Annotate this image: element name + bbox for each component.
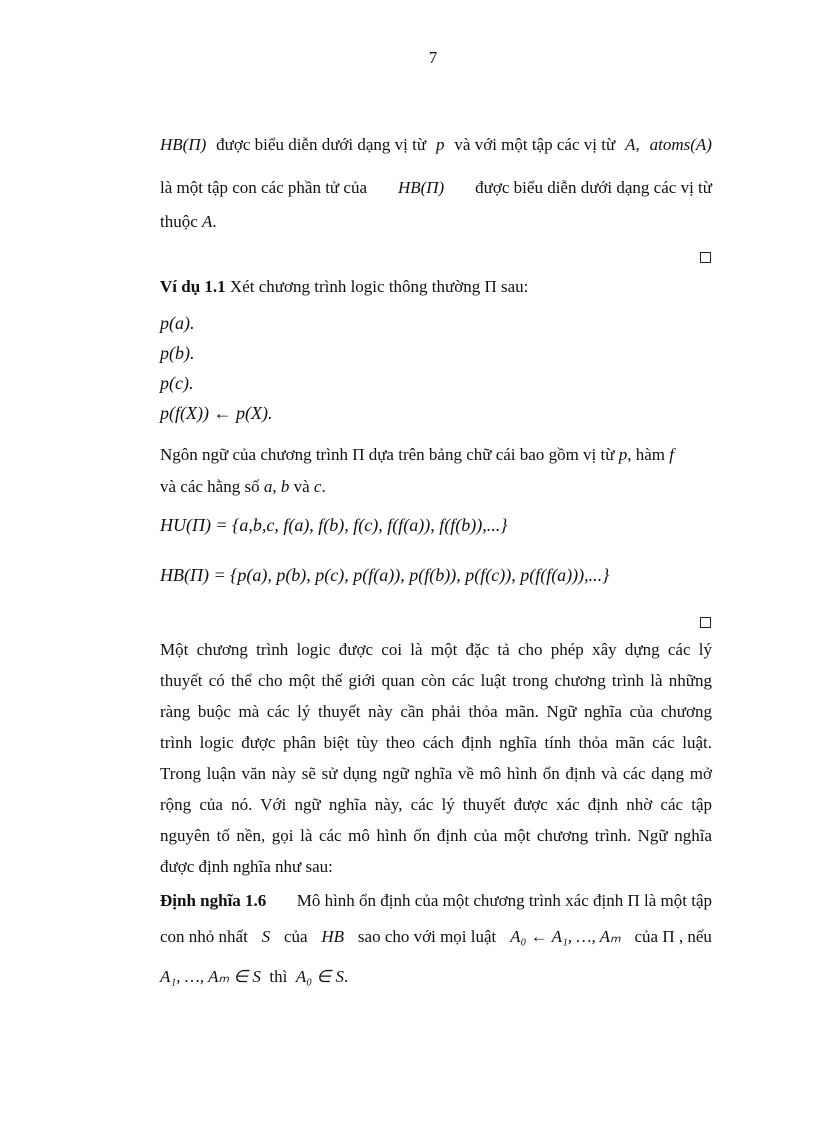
text-line: Ngôn ngữ của chương trình Π dựa trên bảng chữ cái bao gồm vị từ p, hàm f bbox=[160, 445, 674, 464]
definition-line: Định nghĩa 1.6 Mô hình ổn định của một chương trình xác định Π là một tập bbox=[160, 891, 712, 910]
definition-line: A₁, …, Aₘ ∈ S thì A₀ ∈ S. bbox=[160, 967, 349, 986]
math-expression: HB(Π) bbox=[160, 135, 207, 154]
end-proof-icon bbox=[700, 252, 711, 263]
end-example-icon bbox=[700, 617, 711, 628]
text-line: HB(Π) được biểu diễn dưới dạng vị từ p và với một tập các vị từ A, atoms(A) bbox=[160, 135, 712, 154]
example-heading: Ví dụ 1.1 Xét chương trình logic thông thường Π sau: bbox=[160, 277, 529, 296]
rule-expression: A₀ ← A₁, …, Aₘ bbox=[510, 927, 621, 946]
paragraph-line: trình logic được phân biệt tùy theo cách định nghĩa tính thỏa mãn các luật. bbox=[160, 733, 712, 752]
math-expression: HB(Π) bbox=[397, 178, 445, 197]
paragraph-line: ràng buộc mà các lý thuyết này cần phải thỏa mãn. Ngữ nghĩa của chương bbox=[160, 702, 712, 721]
paragraph-line: rộng của nó. Với ngữ nghĩa này, các lý thuyết được xác định nhờ các tập bbox=[160, 795, 712, 814]
text-line: là một tập con các phần tử của HB(Π) được biểu diễn dưới dạng các vị từ bbox=[160, 178, 712, 197]
definition-label: Định nghĩa 1.6 bbox=[160, 891, 267, 910]
fact-line: p(f(X)) ← p(X). bbox=[160, 403, 273, 423]
fact-line: p(b). bbox=[160, 343, 195, 363]
paragraph-line: được định nghĩa như sau: bbox=[160, 857, 333, 876]
herbrand-universe-equation: HU(Π) = {a,b,c, f(a), f(b), f(c), f(f(a)), f(f(b)),...} bbox=[160, 515, 508, 535]
paragraph-line: Trong luận văn này sẽ sử dụng ngữ nghĩa về mô hình ổn định và các dạng mở bbox=[160, 764, 712, 783]
paragraph-line: nguyên tố nền, gọi là các mô hình ổn định của một chương trình. Ngữ nghĩa bbox=[160, 826, 712, 845]
herbrand-base-equation: HB(Π) = {p(a), p(b), p(c), p(f(a)), p(f(b)), p(f(c)), p(f(f(a))),...} bbox=[160, 565, 610, 585]
page-number: 7 bbox=[428, 48, 438, 67]
paragraph-line: Một chương trình logic được coi là một đặc tả cho phép xây dựng các lý bbox=[160, 640, 712, 659]
fact-line: p(c). bbox=[160, 373, 194, 393]
example-label: Ví dụ 1.1 bbox=[160, 277, 226, 296]
paragraph-line: thuyết có thể cho một thế giới quan còn các luật trong chương trình là những bbox=[160, 671, 712, 690]
fact-line: p(a). bbox=[160, 313, 195, 333]
text-line: thuộc A. bbox=[160, 212, 217, 231]
definition-line: con nhỏ nhất S của HB sao cho với mọi luật A₀ ← A₁, …, Aₘ của Π , nếu bbox=[160, 927, 712, 946]
text-line: và các hằng số a, b và c. bbox=[160, 477, 326, 496]
